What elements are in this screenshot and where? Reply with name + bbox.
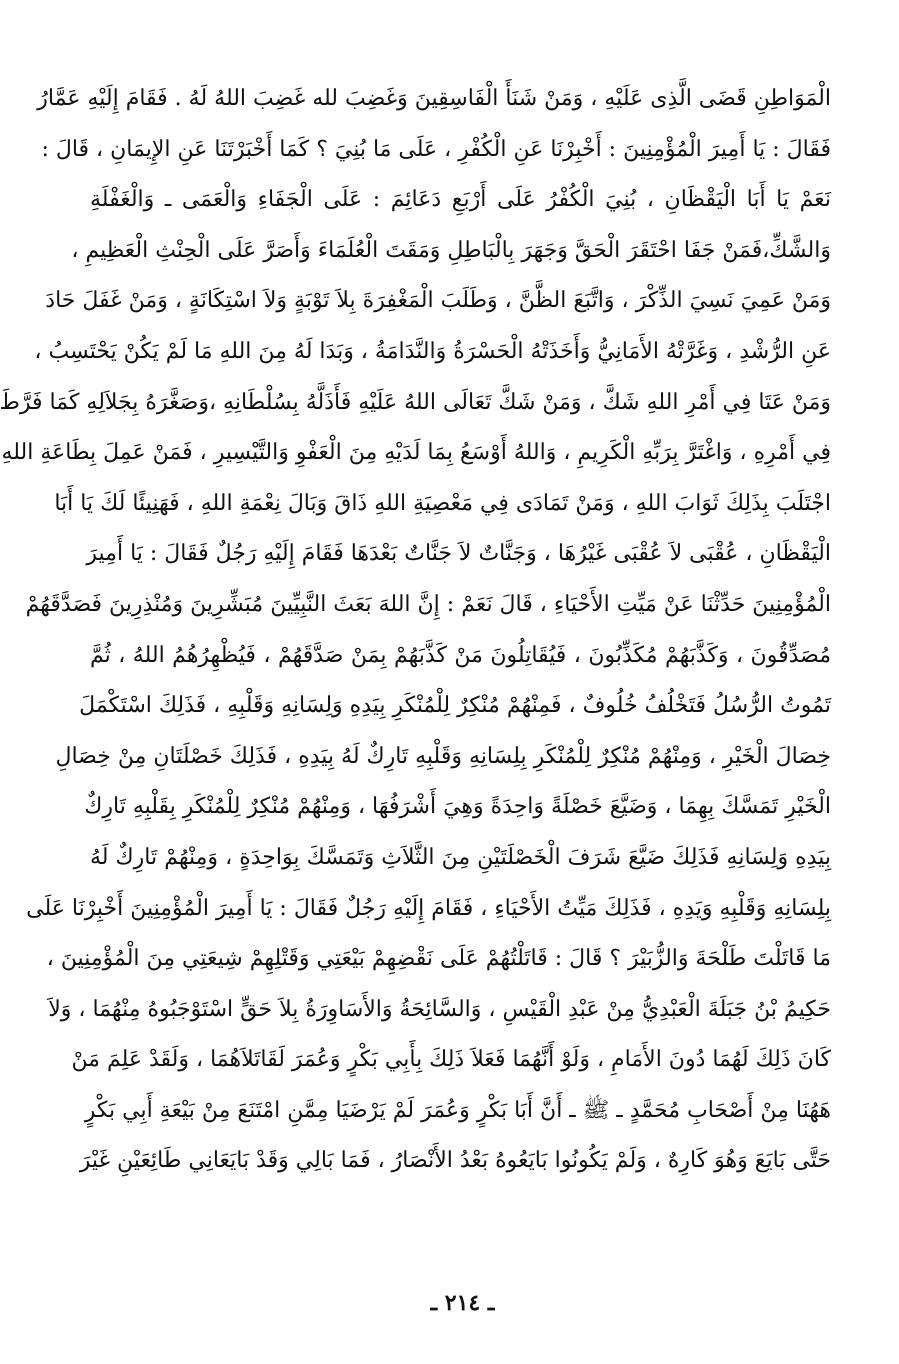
text-line: خِصَالَ الْخَيْرِ ، وَمِنْهُمْ مُنْكِرٌ لِلْمُنْكَرِ بِلِسَانِهِ وَقَلْبِهِ تَارِكٌ لَهُ بِيَدِهِ ، فَذَلِكَ خَصْلَتَانِ مِنْ خِصَالِ — [55, 743, 831, 769]
text-line: وَالشَّكِّ،فَمَنْ جَفَا احْتَقَرَ الْحَقَّ وَجَهَرَ بِالْبَاطِلِ وَمَقَتَ الْعُلَمَاءَ وَأَصَرَّ عَلَى الْحِنْثِ الْعَظِيمِ ، — [71, 237, 831, 263]
text-line: بِلِسَانِهِ وَقَلْبِهِ وَيَدِهِ ، فَذَلِكَ مَيِّتُ الأَحْيَاءِ ، فَقَامَ إِلَيْهِ رَجُلٌ فَقَالَ : يَا أَمِيرَ الْمُؤْمِنِينَ أَخْبِرْنَا عَلَى — [26, 895, 831, 921]
text-line: نَعَمْ يَا أَبَا الْيَقْظَانِ ، بُنِيَ الْكُفْرُ عَلَى أَرْبَعِ دَعَائِمَ : عَلَى الْجَفَاءِ وَالْعَمَى ـ وَالْغَفْلَةِ — [90, 187, 831, 213]
page-number: ـ ٢١٤ ـ — [430, 1290, 495, 1316]
text-line: مَا قَاتَلْتَ طَلْحَةَ وَالزُّبَيْرَ ؟ قَالَ : قَاتَلْتُهُمْ عَلَى نَقْضِهِمْ بَيْعَتِي وَقَتْلِهِمْ شِيعَتِي مِنَ الْمُؤْمِنِينَ ، — [46, 946, 831, 972]
text-line: الْمَوَاطِنِ قَضَى الَّذِى عَلَيْهِ ، وَمَنْ شَنَأَ الْفَاسِقِينَ وَغَضِبَ لله غَضِبَ اللهُ لَهُ . فَقَامَ إِلَيْهِ عَمَّارُ — [37, 86, 831, 111]
text-line: الْخَيْرِ تَمَسَّكَ بِهِمَا ، وَضَيَّعَ خَصْلَةً وَاحِدَةً وَهِيَ أَشْرَفُهَا ، وَمِنْهُمْ مُنْكِرٌ لِلْمُنْكَرِ بِقَلْبِهِ تَارِكٌ — [84, 794, 831, 820]
text-line: حَتَّى بَايَعَ وَهُوَ كَارِهٌ ، وَلَمْ يَكُونُوا بَايَعُوهُ بَعْدُ الأَنْصَارُ ، فَمَا بَالِي وَقَدْ بَايَعَانِي طَائِعَيْنِ غَيْرَ — [79, 1148, 831, 1174]
text-line: وَمَنْ عَمِيَ نَسِيَ الذِّكْرَ ، وَاتَّبَعَ الظَّنَّ ، وَطَلَبَ الْمَغْفِرَةَ بِلاَ تَوْبَةٍ وَلاَ اسْتِكَانَةٍ ، وَمَنْ غَفَلَ حَادَ — [45, 288, 831, 314]
text-line: مُصَدِّقُونَ ، وَكَذَّبَهُمْ مُكَذِّبُونَ ، فَيُقَاتِلُونَ مَنْ كَذَّبَهُمْ بِمَنْ صَدَّقَهُمْ ، فَيُظْهِرُهُمُ اللهُ ، ثُمَّ — [90, 642, 831, 668]
text-line: وَمَنْ عَتَا فِي أَمْرِ اللهِ شَكَّ ، وَمَنْ شَكَّ تَعَالَى اللهُ عَلَيْهِ فَأَذَلَّهُ بِسُلْطَانِهِ ،وَصَغَّرَهُ بِجَلاَلِهِ كَمَا فَرَّطَ — [0, 389, 831, 415]
text-line: حَكِيمُ بْنُ جَبَلَةَ الْعَبْدِيُّ مِنْ عَبْدِ الْقَيْسِ ، وَالسَّائِحَةُ وَالأَسَاوِرَةُ بِلاَ حَقٍّ اسْتَوْجَبُوهُ مِنْهُمَا ، وَلاَ — [48, 996, 831, 1022]
text-line: الْمُؤْمِنِينَ حَدِّثْنَا عَنْ مَيِّتِ الأَحْيَاءِ ، قَالَ نَعَمْ : إِنَّ اللهَ بَعَثَ النَّبِيِّينَ مُبَشِّرِينَ وَمُنْذِرِينَ فَصَدَّقَهُمْ — [25, 591, 831, 617]
text-line: كَانَ ذَلِكَ لَهُمَا دُونَ الأَمَامِ ، وَلَوْ أَنَّهُمَا فَعَلاَ ذَلِكَ بِأَبِي بَكْرٍ وَعُمَرَ لَقَاتَلاَهُمَا ، وَلَقَدْ عَلِمَ مَنْ — [71, 1047, 831, 1073]
text-line: فَقَالَ : يَا أَمِيرَ الْمُؤْمِنِينَ : أَخْبِرْنَا عَنِ الْكُفْرِ ، عَلَى مَا بُنِيَ ؟ كَمَا أَخْبَرْتَنَا عَنِ الإِيمَانِ ، قَالَ : — [41, 136, 831, 162]
text-line: هَهُنَا مِنْ أَصْحَابِ مُحَمَّدٍ ـ ﷺ ـ أَنَّ أَبَا بَكْرٍ وَعُمَرَ لَمْ يَرْضَيَا مِمَّنِ امْتَنَعَ مِنْ بَيْعَةِ أَبِي بَكْرٍ — [84, 1097, 831, 1123]
text-line: عَنِ الرُّشْدِ ، وَغَرَّتْهُ الأَمَانِيُّ وَأَخَذَتْهُ الْحَسْرَةُ وَالنَّدَامَةُ ، وَبَدَا لَهُ مِنَ اللهِ مَا لَمْ يَكُنْ يَحْتَسِبُ ، — [34, 338, 831, 364]
text-line: الْيَقْظَانِ ، عُقْبَى لاَ عُقْبَى غَيْرُهَا ، وَجَنَّاتٌ لاَ جَنَّاتٌ بَعْدَهَا فَقَامَ إِلَيْهِ رَجُلٌ فَقَالَ : يَا أَمِيرَ — [86, 541, 831, 567]
text-line: اجْتَلَبَ بِذَلِكَ ثَوَابَ اللهِ ، وَمَنْ تَمَادَى فِي مَعْصِيَةِ اللهِ ذَاقَ وَبَالَ نِعْمَةِ اللهِ ، فَهَنِيئًا لَكَ يَا أَبَا — [54, 490, 831, 516]
text-line: فِي أَمْرِهِ ، وَاغْتَرَّ بِرَبِّهِ الْكَرِيمِ ، وَاللهُ أَوْسَعُ بِمَا لَدَيْهِ مِنَ الْعَفْوِ وَالتَّيْسِيرِ ، فَمَنْ عَمِلَ بِطَاعَةِ اللهِ — [1, 440, 831, 466]
text-line: تَمُوتُ الرُّسُلُ فَتَخْلُفُ خُلُوفٌ ، فَمِنْهُمْ مُنْكِرٌ لِلْمُنْكَرِ بِيَدِهِ وَلِسَانِهِ وَقَلْبِهِ ، فَذَلِكَ اسْتَكْمَلَ — [79, 693, 831, 719]
text-line: بِيَدِهِ وَلِسَانِهِ فَذَلِكَ ضَيَّعَ شَرَفَ الْخَصْلَتَيْنِ مِنَ الثَّلاَثِ وَتَمَسَّكَ بِوَاحِدَةٍ ، وَمِنْهُمْ تَارِكٌ لَهُ — [90, 844, 831, 870]
body-text — [0, 74, 831, 1187]
